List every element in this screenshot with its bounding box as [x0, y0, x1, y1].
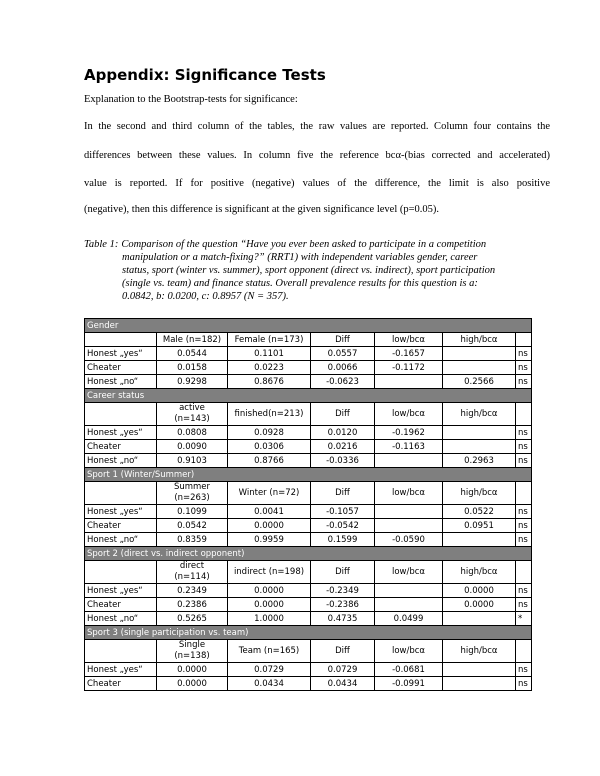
section-header-row: [85, 547, 532, 561]
significance-flag: *: [516, 612, 532, 626]
header-blank: [85, 482, 157, 505]
value-high: [443, 440, 516, 454]
value-group1: 0.8359: [157, 533, 228, 547]
section-header-row: [85, 626, 532, 640]
header-blank: [516, 403, 532, 426]
value-diff: -0.0336: [311, 454, 375, 468]
table-row: [85, 454, 532, 468]
column-header-high: high/bcα: [443, 403, 516, 426]
value-low: -0.1163: [375, 440, 443, 454]
row-label: Honest „yes“: [85, 663, 157, 677]
column-header-group2: indirect (n=198): [228, 561, 311, 584]
value-high: 0.2566: [443, 375, 516, 389]
column-header-group1: Summer (n=263): [157, 482, 228, 505]
table-row: [85, 505, 532, 519]
column-header-group1: active (n=143): [157, 403, 228, 426]
column-header-diff: Diff: [311, 640, 375, 663]
column-header-group1: Single (n=138): [157, 640, 228, 663]
value-high: [443, 612, 516, 626]
value-low: -0.0590: [375, 533, 443, 547]
value-high: 0.2963: [443, 454, 516, 468]
value-low: [375, 598, 443, 612]
column-header-row: [85, 333, 532, 347]
row-label: Cheater: [85, 598, 157, 612]
table-row: [85, 361, 532, 375]
column-header-high: high/bcα: [443, 640, 516, 663]
significance-flag: ns: [516, 375, 532, 389]
value-low: [375, 584, 443, 598]
column-header-high: high/bcα: [443, 333, 516, 347]
header-blank: [85, 640, 157, 663]
column-header-diff: Diff: [311, 482, 375, 505]
value-high: 0.0000: [443, 598, 516, 612]
paragraph-line: value is reported. If for positive (negative) values of the difference, the limit is also positive: [84, 178, 550, 189]
significance-flag: ns: [516, 426, 532, 440]
caption-line: Comparison of the question “Have you ever been asked to participate in a competition: [121, 239, 487, 250]
paragraph-line: In the second and third column of the tables, the raw values are reported. Column four contains the: [84, 121, 550, 132]
column-header-diff: Diff: [311, 561, 375, 584]
value-diff: 0.0557: [311, 347, 375, 361]
value-group2: 1.0000: [228, 612, 311, 626]
value-group2: 0.0000: [228, 598, 311, 612]
value-low: -0.1962: [375, 426, 443, 440]
section-title: Sport 3 (single participation vs. team): [85, 626, 532, 640]
value-group2: 0.8766: [228, 454, 311, 468]
value-group1: 0.5265: [157, 612, 228, 626]
column-header-low: low/bcα: [375, 561, 443, 584]
value-high: [443, 533, 516, 547]
value-group1: 0.0544: [157, 347, 228, 361]
value-group2: 0.0306: [228, 440, 311, 454]
column-header-group1: Male (n=182): [157, 333, 228, 347]
value-high: [443, 677, 516, 691]
value-diff: -0.0623: [311, 375, 375, 389]
value-diff: 0.4735: [311, 612, 375, 626]
significance-flag: ns: [516, 677, 532, 691]
value-diff: 0.0216: [311, 440, 375, 454]
row-label: Cheater: [85, 440, 157, 454]
significance-flag: ns: [516, 663, 532, 677]
significance-flag: ns: [516, 519, 532, 533]
header-blank: [85, 561, 157, 584]
value-group2: 0.0928: [228, 426, 311, 440]
section-header-row: [85, 389, 532, 403]
intro-text: Explanation to the Bootstrap-tests for significance:: [84, 94, 298, 105]
value-group1: 0.0808: [157, 426, 228, 440]
value-low: [375, 519, 443, 533]
paragraph-line: (negative), then this difference is significant at the given significance level (p=0.05).: [84, 204, 440, 215]
row-label: Honest „no“: [85, 454, 157, 468]
value-low: -0.0681: [375, 663, 443, 677]
column-header-low: low/bcα: [375, 403, 443, 426]
header-blank: [516, 482, 532, 505]
table-row: [85, 533, 532, 547]
table-body: [85, 319, 532, 691]
table-row: [85, 426, 532, 440]
caption-line: 0.0842, b: 0.0200, c: 0.8957 (N = 357).: [122, 291, 289, 302]
header-blank: [516, 640, 532, 663]
value-low: 0.0499: [375, 612, 443, 626]
header-blank: [85, 333, 157, 347]
row-label: Honest „yes“: [85, 584, 157, 598]
section-title: Gender: [85, 319, 532, 333]
value-high: 0.0000: [443, 584, 516, 598]
significance-flag: ns: [516, 533, 532, 547]
column-header-row: [85, 561, 532, 584]
value-low: [375, 454, 443, 468]
section-title: Career status: [85, 389, 532, 403]
value-group1: 0.0090: [157, 440, 228, 454]
table-row: [85, 663, 532, 677]
value-low: [375, 375, 443, 389]
significance-flag: ns: [516, 505, 532, 519]
paragraph-line: differences between these values. In column five the reference bcα-(bias corrected and accelerated): [84, 150, 550, 161]
row-label: Honest „no“: [85, 375, 157, 389]
column-header-row: [85, 482, 532, 505]
section-header-row: [85, 468, 532, 482]
value-group2: 0.0041: [228, 505, 311, 519]
value-group1: 0.9103: [157, 454, 228, 468]
column-header-row: [85, 640, 532, 663]
significance-flag: ns: [516, 584, 532, 598]
caption-line: (single vs. team) and finance status. Overall prevalence results for this question is a:: [122, 278, 478, 289]
value-low: -0.0991: [375, 677, 443, 691]
caption-line: status, sport (winter vs. summer), sport opponent (direct vs. indirect), sport participation: [122, 265, 496, 276]
value-group2: 0.9959: [228, 533, 311, 547]
table-row: [85, 612, 532, 626]
column-header-high: high/bcα: [443, 561, 516, 584]
column-header-group2: Female (n=173): [228, 333, 311, 347]
value-group2: 0.0000: [228, 584, 311, 598]
value-group2: 0.1101: [228, 347, 311, 361]
column-header-group2: finished(n=213): [228, 403, 311, 426]
value-low: -0.1657: [375, 347, 443, 361]
column-header-low: low/bcα: [375, 333, 443, 347]
column-header-row: [85, 403, 532, 426]
value-diff: -0.2349: [311, 584, 375, 598]
value-high: 0.0522: [443, 505, 516, 519]
table-caption: [84, 238, 544, 303]
column-header-diff: Diff: [311, 333, 375, 347]
value-group1: 0.2349: [157, 584, 228, 598]
value-diff: 0.0434: [311, 677, 375, 691]
column-header-group2: Team (n=165): [228, 640, 311, 663]
value-group2: 0.0000: [228, 519, 311, 533]
value-group1: 0.9298: [157, 375, 228, 389]
value-diff: 0.0066: [311, 361, 375, 375]
header-blank: [516, 333, 532, 347]
row-label: Honest „yes“: [85, 505, 157, 519]
table-row: [85, 440, 532, 454]
value-low: -0.1172: [375, 361, 443, 375]
section-header-row: [85, 319, 532, 333]
value-group1: 0.1099: [157, 505, 228, 519]
table-row: [85, 375, 532, 389]
significance-flag: ns: [516, 454, 532, 468]
significance-table: [84, 318, 532, 691]
value-high: [443, 663, 516, 677]
row-label: Cheater: [85, 361, 157, 375]
section-title: Sport 1 (Winter/Summer): [85, 468, 532, 482]
value-high: [443, 361, 516, 375]
section-title: Sport 2 (direct vs. indirect opponent): [85, 547, 532, 561]
value-diff: -0.0542: [311, 519, 375, 533]
value-group1: 0.0158: [157, 361, 228, 375]
row-label: Cheater: [85, 677, 157, 691]
column-header-low: low/bcα: [375, 482, 443, 505]
column-header-group1: direct (n=114): [157, 561, 228, 584]
value-group1: 0.0000: [157, 677, 228, 691]
value-group1: 0.0542: [157, 519, 228, 533]
row-label: Honest „yes“: [85, 347, 157, 361]
significance-flag: ns: [516, 440, 532, 454]
table-row: [85, 677, 532, 691]
table-row: [85, 519, 532, 533]
value-diff: -0.1057: [311, 505, 375, 519]
value-group2: 0.0729: [228, 663, 311, 677]
caption-label: Table 1:: [84, 239, 119, 250]
row-label: Cheater: [85, 519, 157, 533]
value-diff: 0.0120: [311, 426, 375, 440]
significance-flag: ns: [516, 598, 532, 612]
significance-flag: ns: [516, 347, 532, 361]
table-row: [85, 584, 532, 598]
header-blank: [85, 403, 157, 426]
row-label: Honest „no“: [85, 612, 157, 626]
value-group2: 0.8676: [228, 375, 311, 389]
value-group2: 0.0434: [228, 677, 311, 691]
value-group1: 0.0000: [157, 663, 228, 677]
significance-flag: ns: [516, 361, 532, 375]
value-high: 0.0951: [443, 519, 516, 533]
value-diff: -0.2386: [311, 598, 375, 612]
value-low: [375, 505, 443, 519]
column-header-low: low/bcα: [375, 640, 443, 663]
table-row: [85, 347, 532, 361]
value-diff: 0.0729: [311, 663, 375, 677]
row-label: Honest „no“: [85, 533, 157, 547]
column-header-high: high/bcα: [443, 482, 516, 505]
value-diff: 0.1599: [311, 533, 375, 547]
caption-line: manipulation or a match-fixing?” (RRT1) with independent variables gender, career: [122, 252, 478, 263]
page-title: Appendix: Significance Tests: [84, 66, 326, 84]
column-header-diff: Diff: [311, 403, 375, 426]
row-label: Honest „yes“: [85, 426, 157, 440]
value-high: [443, 347, 516, 361]
header-blank: [516, 561, 532, 584]
table-row: [85, 598, 532, 612]
column-header-group2: Winter (n=72): [228, 482, 311, 505]
value-high: [443, 426, 516, 440]
value-group1: 0.2386: [157, 598, 228, 612]
value-group2: 0.0223: [228, 361, 311, 375]
